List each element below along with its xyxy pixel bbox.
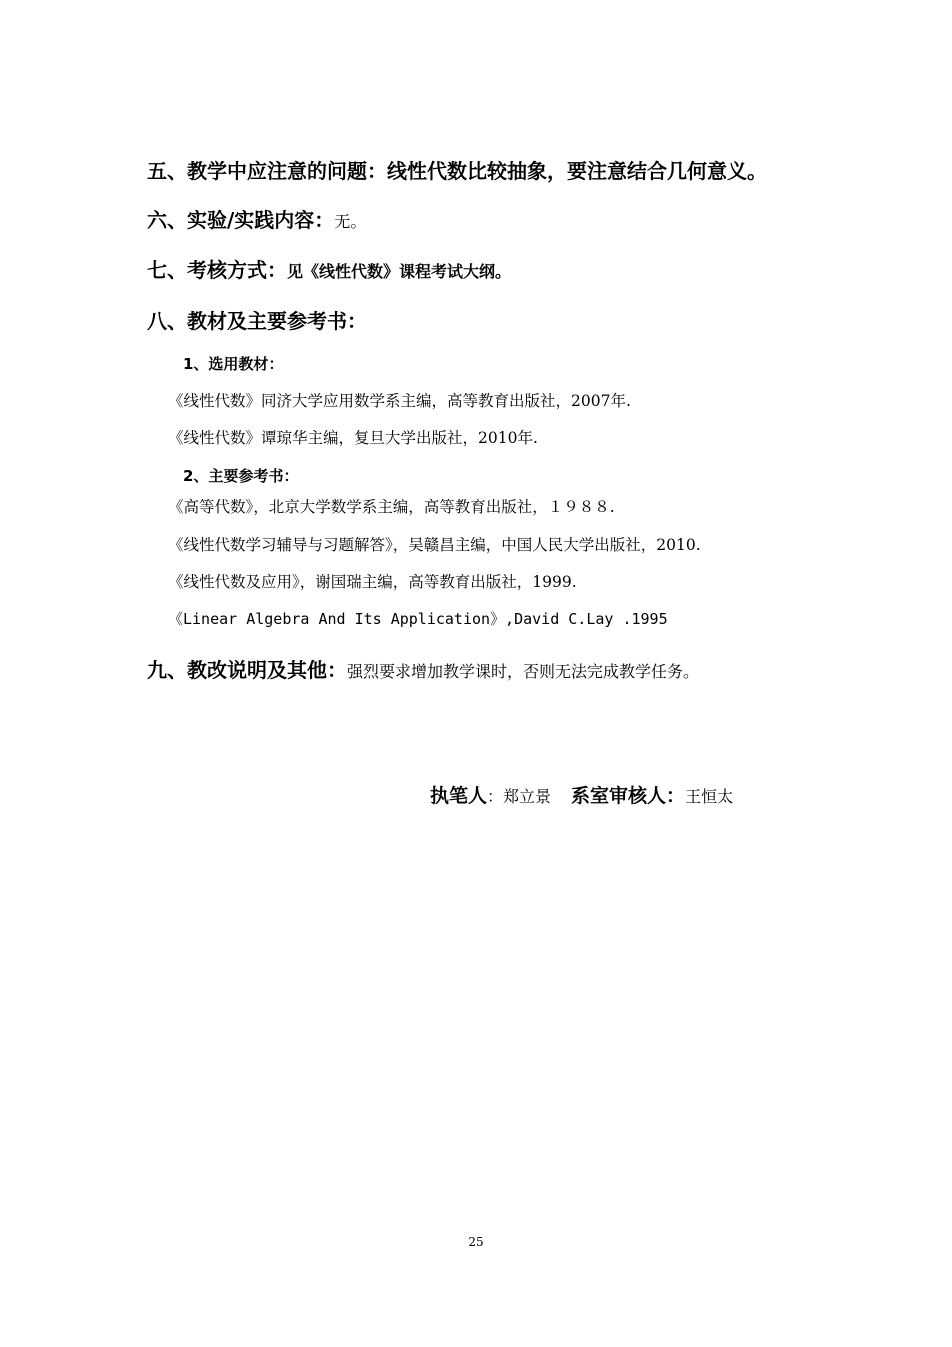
reference-item: 《线性代数学习辅导与习题解答》，吴赣昌主编，中国人民大学出版社，2010. xyxy=(168,536,701,554)
reference-item: 《Linear Algebra And Its Application》,David C.Lay .1995 xyxy=(168,610,668,628)
section-6-text: 无。 xyxy=(334,212,367,231)
author-label: 执笔人 xyxy=(430,785,488,807)
author-colon: ： xyxy=(487,787,504,806)
textbook-item: 《线性代数》同济大学应用数学系主编，高等教育出版社，2007年. xyxy=(168,392,631,410)
textbook-item: 《线性代数》谭琼华主编，复旦大学出版社，2010年. xyxy=(168,429,538,447)
author-name: 郑立景 xyxy=(503,787,552,806)
section-9-text: 强烈要求增加教学课时，否则无法完成教学任务。 xyxy=(347,662,700,681)
section-9-heading: 九、教改说明及其他： xyxy=(147,658,347,682)
section-5-heading: 五、教学中应注意的问题： xyxy=(147,159,387,183)
section-7 xyxy=(147,256,511,286)
section-6-heading: 六、实验/实践内容： xyxy=(147,208,335,232)
section-6 xyxy=(147,206,366,236)
references-subheading: 2、主要参考书： xyxy=(183,467,299,485)
section-9 xyxy=(147,656,699,686)
reference-item: 《线性代数及应用》，谢国瑞主编，高等教育出版社，1999. xyxy=(168,573,577,591)
page-number: 25 xyxy=(468,1235,484,1249)
section-5 xyxy=(147,157,767,185)
reviewer-label: 系室审核人： xyxy=(571,785,686,807)
textbooks-subheading: 1、选用教材： xyxy=(183,355,284,373)
section-5-text: 线性代数比较抽象，要注意结合几何意义。 xyxy=(387,159,767,183)
reviewer-name: 王恒太 xyxy=(685,787,734,806)
signature-line xyxy=(430,782,733,811)
section-7-text: 见《线性代数》课程考试大纲。 xyxy=(287,262,512,281)
reference-item: 《高等代数》，北京大学数学系主编，高等教育出版社，１９８８. xyxy=(168,498,615,516)
section-8-heading: 八、教材及主要参考书： xyxy=(147,309,367,333)
section-7-heading: 七、考核方式： xyxy=(147,258,287,282)
